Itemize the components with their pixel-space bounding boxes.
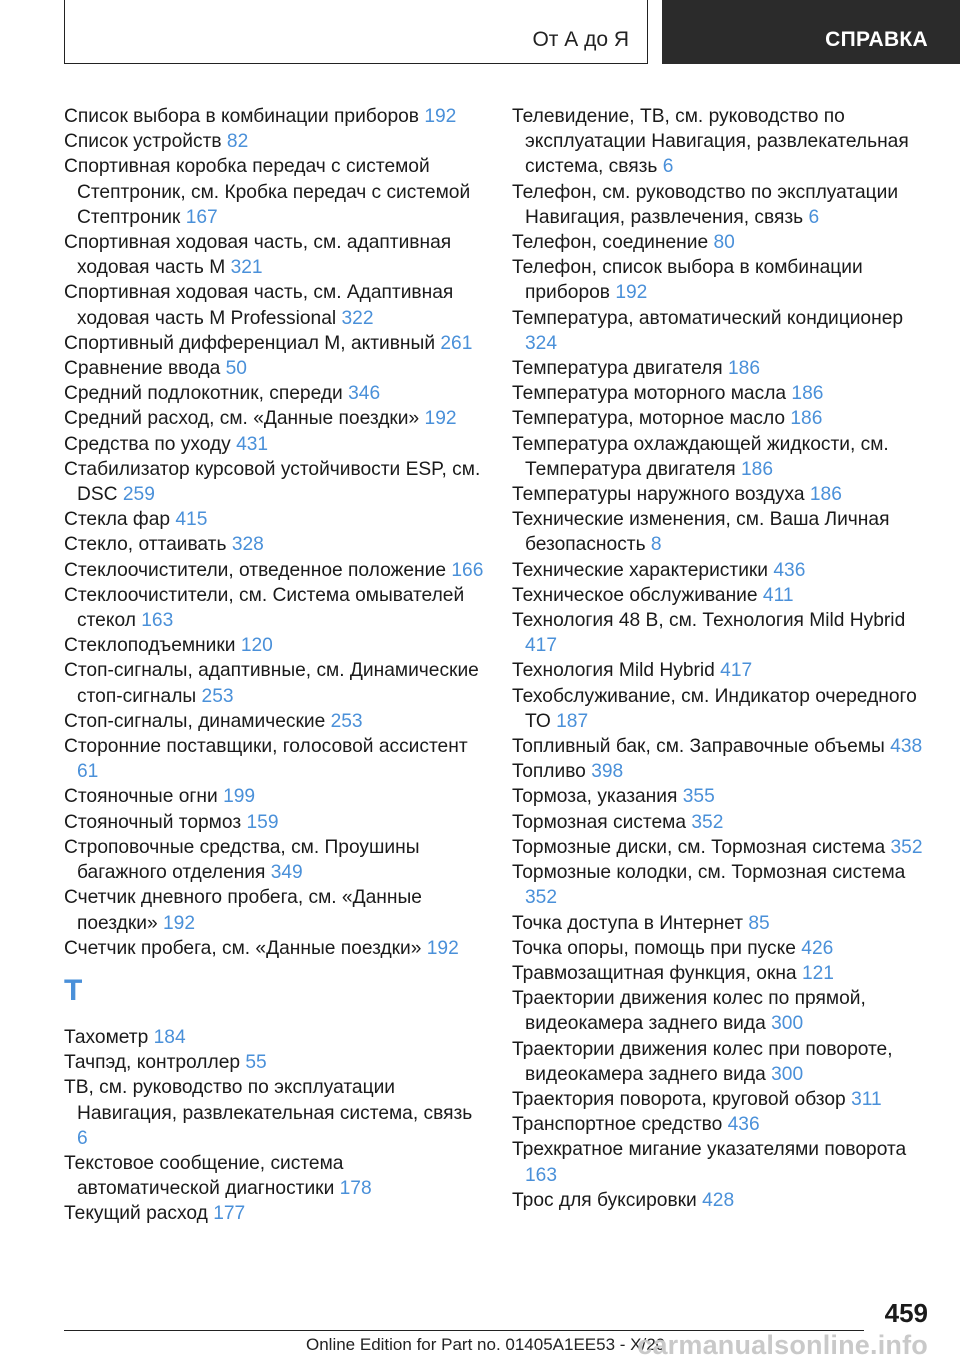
index-entry xyxy=(64,734,484,784)
index-entry-text: Температура, моторное масло xyxy=(512,408,786,430)
page-link[interactable]: 199 xyxy=(223,786,256,808)
page-link[interactable]: 428 xyxy=(702,1189,735,1211)
page-link[interactable]: 261 xyxy=(440,332,473,354)
index-entry xyxy=(64,331,484,356)
index-entry xyxy=(64,457,484,507)
page-link[interactable]: 322 xyxy=(341,307,374,329)
index-entry xyxy=(512,986,932,1036)
page-link[interactable]: 184 xyxy=(153,1026,186,1048)
index-entry xyxy=(512,255,932,305)
index-entry-text: Стеклоподъемники xyxy=(64,635,236,657)
page-link[interactable]: 417 xyxy=(720,660,753,682)
page-link[interactable]: 352 xyxy=(691,811,724,833)
page-link[interactable]: 311 xyxy=(851,1088,882,1110)
index-entry xyxy=(64,1151,484,1201)
index-entry-text: Тормозная система xyxy=(512,811,687,833)
index-entry xyxy=(512,1112,932,1137)
page-link[interactable]: 352 xyxy=(890,836,923,858)
index-entry-text: Стоп-сигналы, динамические xyxy=(64,710,326,732)
page-link[interactable]: 417 xyxy=(525,635,558,657)
page-link[interactable]: 163 xyxy=(141,610,174,632)
index-entry-text: Точка опоры, помощь при пуске xyxy=(512,937,796,959)
index-entry-text: Температура охлаждающей жидкости, см. Температура двигателя xyxy=(512,433,889,480)
page-link[interactable]: 321 xyxy=(230,257,263,279)
index-entry xyxy=(512,230,932,255)
page-link[interactable]: 187 xyxy=(556,710,589,732)
page-link[interactable]: 159 xyxy=(246,811,279,833)
index-entry xyxy=(64,104,484,129)
page-link[interactable]: 192 xyxy=(424,106,457,127)
index-entry-text: Список выбора в комбинации приборов xyxy=(64,106,419,127)
index-entry xyxy=(512,784,932,809)
footer-edition-text: Online Edition for Part no. 01405A1EE53 - X/20 xyxy=(306,1335,666,1354)
page-number: 459 xyxy=(884,1298,928,1328)
index-entry-text: Сторонние поставщики, голосовой ассистент xyxy=(64,736,468,758)
index-entry xyxy=(512,810,932,835)
page-link[interactable]: 167 xyxy=(185,206,218,228)
page-link[interactable]: 253 xyxy=(330,710,363,732)
index-entry-text: Температура моторного масла xyxy=(512,383,787,405)
index-list-left-t xyxy=(64,1025,484,1227)
page-link[interactable]: 398 xyxy=(591,761,624,783)
watermark-logo: carmanualsonline.info xyxy=(637,1330,928,1360)
page-link[interactable]: 177 xyxy=(213,1203,246,1225)
page-link[interactable]: 328 xyxy=(231,534,264,556)
index-entry xyxy=(512,860,932,910)
page-link[interactable]: 349 xyxy=(270,862,303,884)
page-link[interactable]: 166 xyxy=(451,559,484,581)
index-entry xyxy=(64,432,484,457)
page-link[interactable]: 186 xyxy=(728,358,761,380)
page-link[interactable]: 80 xyxy=(713,232,735,254)
page-link[interactable]: 186 xyxy=(809,484,842,506)
page-link[interactable]: 82 xyxy=(226,131,249,153)
index-entry-text: Средний подлокотник, спереди xyxy=(64,383,343,405)
index-entry xyxy=(512,759,932,784)
index-entry-text: Стеклоочистители, см. Система омывателей стекол xyxy=(64,584,465,632)
index-entry-text: Стоп-сигналы, адаптивные, см. Динамические стоп-сигналы xyxy=(64,660,479,707)
index-entry-text: Температуры наружного воздуха xyxy=(512,484,805,506)
page-link[interactable]: 431 xyxy=(236,433,269,455)
index-entry-text: Тормозные колодки, см. Тормозная система xyxy=(512,862,906,884)
page-link[interactable]: 8 xyxy=(650,534,662,556)
index-entry-text: Строповочные средства, см. Проушины багажного отделения xyxy=(64,836,420,884)
index-entry-text: Тормоза, указания xyxy=(512,786,678,808)
index-entry xyxy=(64,1075,484,1151)
index-entry-text: Топливный бак, см. Заправочные объемы xyxy=(512,736,885,758)
index-entry-text: ТВ, см. руководство по эксплуатации Навигация, развлекательная система, связь xyxy=(64,1077,473,1124)
header-nav-box xyxy=(64,0,648,64)
index-entry xyxy=(512,1137,932,1187)
index-entry xyxy=(64,633,484,658)
index-entry xyxy=(64,1201,484,1226)
page-link[interactable]: 178 xyxy=(339,1178,372,1200)
index-entry xyxy=(64,810,484,835)
index-entry-text: Технология Mild Hybrid xyxy=(512,660,715,682)
index-entry-text: Стеклоочистители, отведенное положение xyxy=(64,559,447,581)
index-entry-text: Текущий расход xyxy=(64,1203,208,1225)
index-entry xyxy=(512,684,932,734)
index-entry xyxy=(512,306,932,356)
index-entry xyxy=(512,356,932,381)
page-link[interactable]: 346 xyxy=(348,383,381,405)
page-link[interactable]: 6 xyxy=(77,1127,88,1149)
page-link[interactable]: 300 xyxy=(771,1063,804,1085)
index-entry xyxy=(512,482,932,507)
page-link[interactable]: 192 xyxy=(426,937,459,959)
index-entry xyxy=(64,784,484,809)
page-link[interactable]: 55 xyxy=(245,1052,267,1074)
index-entry xyxy=(512,381,932,406)
page-link[interactable]: 50 xyxy=(225,358,247,380)
index-entry xyxy=(512,558,932,583)
index-entry xyxy=(512,507,932,557)
index-entry-text: Техобслуживание, см. Индикатор очередного ТО xyxy=(512,685,917,732)
page-link[interactable]: 352 xyxy=(525,887,558,909)
index-entry xyxy=(512,104,932,180)
index-entry-text: Траектории движения колес при повороте, видеокамера заднего вида xyxy=(512,1038,893,1085)
index-entry xyxy=(64,381,484,406)
index-entry xyxy=(64,583,484,633)
index-entry xyxy=(512,432,932,482)
header-section-tab[interactable] xyxy=(662,0,960,64)
index-column-right xyxy=(512,104,932,1213)
index-entry-text: Стояночный тормоз xyxy=(64,811,242,833)
index-entry-text: Стояночные огни xyxy=(64,786,218,808)
index-entry xyxy=(64,230,484,280)
index-list-left xyxy=(64,104,484,961)
page-link[interactable]: 163 xyxy=(525,1164,558,1186)
index-entry xyxy=(64,835,484,885)
index-entry-text: Стекла фар xyxy=(64,509,171,531)
index-entry xyxy=(64,406,484,431)
page-link[interactable]: 6 xyxy=(808,206,820,228)
index-entry xyxy=(512,1188,932,1213)
index-entry-text: Техническое обслуживание xyxy=(512,584,758,606)
index-entry xyxy=(512,608,932,658)
index-entry xyxy=(64,532,484,557)
index-entry xyxy=(64,356,484,381)
index-entry-text: Травмозащитная функция, окна xyxy=(512,962,797,984)
index-entry-text: Тормозные диски, см. Тормозная система xyxy=(512,836,886,858)
index-entry-text: Телефон, соединение xyxy=(512,232,709,254)
index-entry-text: Спортивный дифференциал M, активный xyxy=(64,332,436,354)
index-entry xyxy=(512,961,932,986)
index-entry-text: Список устройств xyxy=(64,131,222,153)
index-entry xyxy=(512,406,932,431)
index-entry-text: Стабилизатор курсовой устойчивости ESP, см. DSC xyxy=(64,458,481,506)
index-column-left xyxy=(64,104,484,1227)
index-entry xyxy=(64,154,484,230)
page-link[interactable]: 300 xyxy=(771,1013,804,1035)
page-link[interactable]: 186 xyxy=(741,458,774,480)
page-link[interactable]: 253 xyxy=(201,685,234,707)
index-entry xyxy=(512,911,932,936)
section-letter: Т xyxy=(64,973,83,1007)
index-entry-text: Спортивная коробка передач с системой Стептроник, см. Кробка передач с системой Стептроник xyxy=(64,156,471,228)
index-entry xyxy=(64,936,484,961)
page-link[interactable]: 415 xyxy=(175,509,208,531)
page-link[interactable]: 436 xyxy=(773,559,806,581)
page-link[interactable]: 324 xyxy=(525,332,558,354)
index-entry-text: Сравнение ввода xyxy=(64,358,221,380)
page-link[interactable]: 186 xyxy=(790,408,823,430)
index-entry xyxy=(64,280,484,330)
page-link[interactable]: 121 xyxy=(801,962,834,984)
page-link[interactable]: 192 xyxy=(615,282,648,304)
index-entry-text: Тахометр xyxy=(64,1026,149,1048)
index-entry-text: Трехкратное мигание указателями поворота xyxy=(512,1139,907,1161)
page-link[interactable]: 192 xyxy=(424,408,457,430)
index-entry-text: Технические изменения, см. Ваша Личная безопасность xyxy=(512,509,890,556)
page-link[interactable]: 426 xyxy=(801,937,834,959)
index-entry-text: Средства по уходу xyxy=(64,433,231,455)
page-link[interactable]: 259 xyxy=(122,484,155,506)
index-entry xyxy=(512,835,932,860)
page-link[interactable]: 355 xyxy=(682,786,715,808)
page-link[interactable]: 192 xyxy=(163,912,196,934)
header-section-label: СПРАВКА xyxy=(825,28,928,51)
index-entry-text: Температура двигателя xyxy=(512,358,723,380)
page-link[interactable]: 6 xyxy=(662,156,674,178)
page-link[interactable]: 186 xyxy=(791,383,824,405)
index-entry-text: Тачпэд, контроллер xyxy=(64,1052,241,1074)
index-entry xyxy=(512,1087,932,1112)
index-entry xyxy=(512,734,932,759)
index-entry-text: Трос для буксировки xyxy=(512,1189,697,1211)
index-entry-text: Технические характеристики xyxy=(512,559,769,581)
index-entry-text: Телевидение, ТВ, см. руководство по эксплуатации Навигация, развлекательная система, связь xyxy=(512,106,909,178)
index-entry-text: Счетчик пробега, см. «Данные поездки» xyxy=(64,937,422,959)
page-link[interactable]: 120 xyxy=(240,635,273,657)
index-entry xyxy=(512,658,932,683)
index-entry-text: Температура, автоматический кондиционер xyxy=(512,307,904,329)
index-entry-text: Средний расход, см. «Данные поездки» xyxy=(64,408,420,430)
index-entry xyxy=(512,1037,932,1087)
page-link[interactable]: 438 xyxy=(890,736,923,758)
index-entry xyxy=(512,180,932,230)
index-entry-text: Транспортное средство xyxy=(512,1114,723,1136)
index-entry-text: Спортивная ходовая часть, см. Адаптивная ходовая часть M Professional xyxy=(64,282,454,329)
index-entry xyxy=(64,1025,484,1050)
index-entry xyxy=(64,658,484,708)
page-link[interactable]: 411 xyxy=(762,584,794,606)
index-entry-text: Телефон, список выбора в комбинации приборов xyxy=(512,257,863,304)
index-entry-text: Счетчик дневного пробега, см. «Данные поездки» xyxy=(64,887,422,934)
index-entry xyxy=(64,1050,484,1075)
index-entry-text: Спортивная ходовая часть, см. адаптивная ходовая часть M xyxy=(64,232,452,279)
index-entry-text: Топливо xyxy=(512,761,586,783)
index-entry xyxy=(512,583,932,608)
index-entry-text: Текстовое сообщение, система автоматической диагностики xyxy=(64,1152,344,1200)
header-nav-label[interactable]: От А до Я xyxy=(532,28,629,51)
page-link[interactable]: 436 xyxy=(727,1114,760,1136)
index-entry xyxy=(64,558,484,583)
index-list-right xyxy=(512,104,932,1213)
index-entry xyxy=(64,709,484,734)
index-entry-text: Траектории движения колес по прямой, видеокамера заднего вида xyxy=(512,988,866,1035)
page-link[interactable]: 61 xyxy=(77,761,99,783)
index-entry xyxy=(64,885,484,935)
index-entry xyxy=(64,129,484,154)
index-entry-text: Телефон, см. руководство по эксплуатации Навигация, развлечения, связь xyxy=(512,181,899,228)
index-entry-text: Точка доступа в Интернет xyxy=(512,912,743,934)
page-link[interactable]: 85 xyxy=(748,912,770,934)
index-entry xyxy=(64,507,484,532)
index-entry-text: Траектория поворота, круговой обзор xyxy=(512,1088,846,1110)
index-entry-text: Стекло, оттаивать xyxy=(64,534,227,556)
index-entry-text: Технология 48 В, см. Технология Mild Hybrid xyxy=(512,610,906,632)
index-entry xyxy=(512,936,932,961)
